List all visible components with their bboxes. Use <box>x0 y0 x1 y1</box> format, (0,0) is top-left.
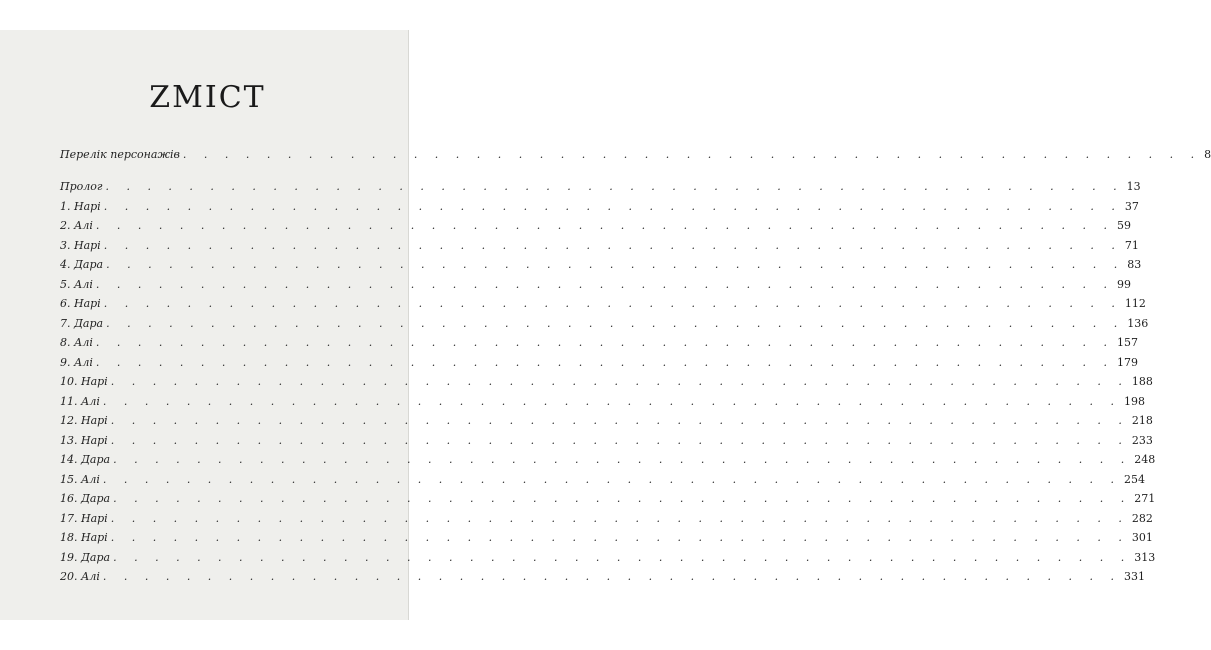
toc-label: 6. Нарі <box>60 297 101 310</box>
toc-page-number: 218 <box>1131 414 1153 427</box>
toc-row <box>60 316 1149 337</box>
toc-row <box>60 453 1156 473</box>
toc-row <box>60 355 1139 376</box>
dot-leader: . . . . . . . . . . . . . . . . . . . . . . . . . . . . . . . . . . . . . . . . . . . . . . . . . <box>182 148 1202 161</box>
dot-leader: . . . . . . . . . . . . . . . . . . . . . . . . . . . . . . . . . . . . . . . . . . . . . . . . . <box>102 570 1122 583</box>
dot-leader: . . . . . . . . . . . . . . . . . . . . . . . . . . . . . . . . . . . . . . . . . . . . . . . . . <box>113 453 1132 466</box>
toc-page-number: 13 <box>1126 180 1141 193</box>
toc-row <box>60 414 1153 434</box>
toc-label: Пролог <box>60 180 103 193</box>
dot-leader: . . . . . . . . . . . . . . . . . . . . . . . . . . . . . . . . . . . . . . . . . . . . . . . . . <box>95 336 1115 349</box>
toc-page-number: 233 <box>1131 433 1153 447</box>
toc-row <box>60 238 1139 259</box>
toc-label: 16. Дара <box>60 492 111 505</box>
toc-row <box>60 511 1153 532</box>
toc-row <box>60 277 1132 298</box>
toc-row <box>60 570 1146 590</box>
toc-page-number: 313 <box>1134 550 1156 564</box>
toc-page-number: 59 <box>1117 219 1132 232</box>
toc-label: 18. Нарі <box>60 531 108 544</box>
toc-page-number: 331 <box>1124 570 1146 583</box>
toc-page-number: 37 <box>1124 199 1139 213</box>
dot-leader: . . . . . . . . . . . . . . . . . . . . . . . . . . . . . . . . . . . . . . . . . . . . . . . . . <box>110 511 1129 525</box>
toc-row <box>60 336 1139 356</box>
toc-page-number: 157 <box>1117 336 1139 349</box>
toc-label: 5. Алі <box>60 277 93 291</box>
toc-label: 1. Нарі <box>60 199 101 213</box>
toc-row <box>60 180 1141 200</box>
toc-page-number: 282 <box>1131 511 1153 525</box>
toc-label: 4. Дара <box>60 258 104 271</box>
dot-leader: . . . . . . . . . . . . . . . . . . . . . . . . . . . . . . . . . . . . . . . . . . . . . . . . . <box>110 375 1129 388</box>
toc-row-characters <box>60 148 1211 168</box>
toc-label: 9. Алі <box>60 355 93 369</box>
page-title: ZМІСТ <box>149 80 266 115</box>
toc-label: 17. Нарі <box>60 511 108 525</box>
toc-row <box>60 199 1139 220</box>
dot-leader: . . . . . . . . . . . . . . . . . . . . . . . . . . . . . . . . . . . . . . . . . . . . . . . . . <box>95 219 1115 232</box>
toc-label: 10. Нарі <box>60 375 108 388</box>
toc-row <box>60 550 1156 571</box>
toc-page-number: 112 <box>1124 297 1146 310</box>
toc-row <box>60 472 1146 493</box>
toc-label: 12. Нарі <box>60 414 108 427</box>
toc-row <box>60 219 1132 239</box>
toc-label: 19. Дара <box>60 550 111 564</box>
toc-page-number: 271 <box>1134 492 1156 505</box>
toc-label: 7. Дара <box>60 316 104 330</box>
toc-page-number: 254 <box>1124 472 1146 486</box>
toc-page-number: 83 <box>1127 258 1142 271</box>
toc-row <box>60 433 1153 454</box>
toc-row <box>60 531 1153 551</box>
dot-leader: . . . . . . . . . . . . . . . . . . . . . . . . . . . . . . . . . . . . . . . . . . . . . . . . . <box>103 238 1122 252</box>
toc-page-number: 198 <box>1124 394 1146 408</box>
toc-page-number: 248 <box>1134 453 1156 466</box>
dot-leader: . . . . . . . . . . . . . . . . . . . . . . . . . . . . . . . . . . . . . . . . . . . . . . . . . <box>103 297 1122 310</box>
dot-leader: . . . . . . . . . . . . . . . . . . . . . . . . . . . . . . . . . . . . . . . . . . . . . . . . . <box>102 394 1122 408</box>
toc-page-number: 8 <box>1204 148 1211 161</box>
toc-page-number: 188 <box>1131 375 1153 388</box>
toc-page-number: 301 <box>1131 531 1153 544</box>
toc-row <box>60 492 1156 512</box>
toc-page-number: 71 <box>1124 238 1139 252</box>
dot-leader: . . . . . . . . . . . . . . . . . . . . . . . . . . . . . . . . . . . . . . . . . . . . . . . . . <box>95 277 1115 291</box>
toc-label: 8. Алі <box>60 336 93 349</box>
dot-leader: . . . . . . . . . . . . . . . . . . . . . . . . . . . . . . . . . . . . . . . . . . . . . . . . . <box>113 550 1132 564</box>
toc-label: Перелік персонажів <box>60 148 180 161</box>
toc-page-number: 99 <box>1117 277 1132 291</box>
toc-row <box>60 258 1142 278</box>
dot-leader: . . . . . . . . . . . . . . . . . . . . . . . . . . . . . . . . . . . . . . . . . . . . . . . . . <box>113 492 1132 505</box>
toc-label: 3. Нарі <box>60 238 101 252</box>
toc-page-number: 136 <box>1127 316 1149 330</box>
dot-leader: . . . . . . . . . . . . . . . . . . . . . . . . . . . . . . . . . . . . . . . . . . . . . . . . . <box>102 472 1122 486</box>
dot-leader: . . . . . . . . . . . . . . . . . . . . . . . . . . . . . . . . . . . . . . . . . . . . . . . . . <box>106 316 1125 330</box>
dot-leader: . . . . . . . . . . . . . . . . . . . . . . . . . . . . . . . . . . . . . . . . . . . . . . . . . <box>110 414 1129 427</box>
toc-row <box>60 394 1146 415</box>
dot-leader: . . . . . . . . . . . . . . . . . . . . . . . . . . . . . . . . . . . . . . . . . . . . . . . . . <box>110 433 1129 447</box>
toc-row <box>60 375 1153 395</box>
toc-label: 11. Алі <box>60 394 100 408</box>
dot-leader: . . . . . . . . . . . . . . . . . . . . . . . . . . . . . . . . . . . . . . . . . . . . . . . . . <box>106 258 1125 271</box>
dot-leader: . . . . . . . . . . . . . . . . . . . . . . . . . . . . . . . . . . . . . . . . . . . . . . . . . <box>110 531 1129 544</box>
toc-label: 13. Нарі <box>60 433 108 447</box>
table-of-contents <box>60 0 1211 650</box>
toc-label: 20. Алі <box>60 570 100 583</box>
dot-leader: . . . . . . . . . . . . . . . . . . . . . . . . . . . . . . . . . . . . . . . . . . . . . . . . . <box>95 355 1115 369</box>
dot-leader: . . . . . . . . . . . . . . . . . . . . . . . . . . . . . . . . . . . . . . . . . . . . . . . . . <box>103 199 1122 213</box>
toc-label: 15. Алі <box>60 472 100 486</box>
toc-label: 14. Дара <box>60 453 111 466</box>
toc-page-number: 179 <box>1117 355 1139 369</box>
dot-leader: . . . . . . . . . . . . . . . . . . . . . . . . . . . . . . . . . . . . . . . . . . . . . . . . . <box>105 180 1124 193</box>
toc-row <box>60 297 1146 317</box>
toc-label: 2. Алі <box>60 219 93 232</box>
